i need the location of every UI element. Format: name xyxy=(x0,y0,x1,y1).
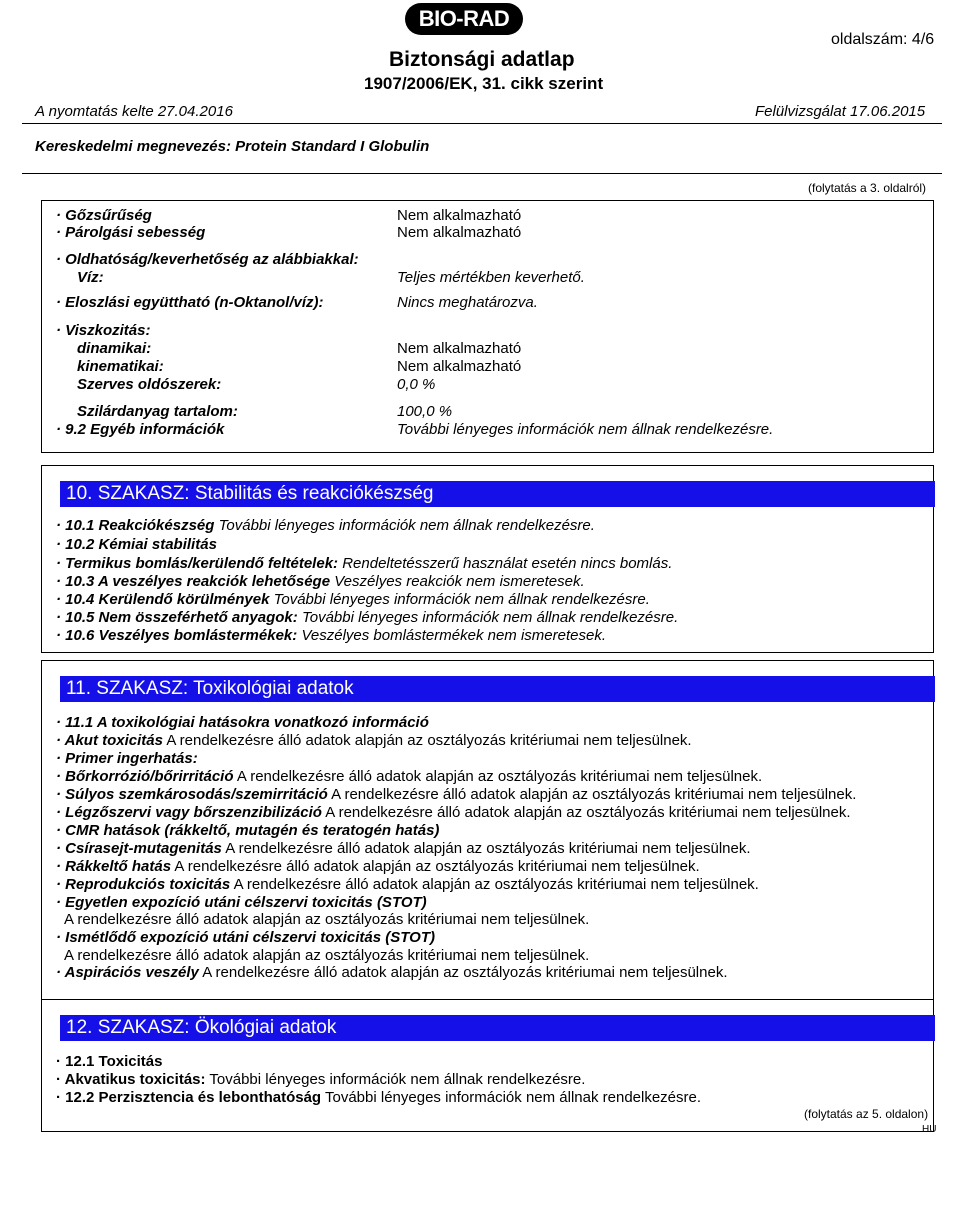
s10-line-1: · 10.1 Reakciókészség További lényeges információk nem állnak rendelkezésre. xyxy=(56,517,595,534)
other-info-value: További lényeges információk nem állnak rendelkezésre. xyxy=(397,421,774,438)
solvents-value: 0,0 % xyxy=(397,376,436,393)
evaporation-value: Nem alkalmazható xyxy=(397,224,522,241)
solvents-label: Szerves oldószerek: xyxy=(77,376,222,393)
s12-line-1: · 12.1 Toxicitás xyxy=(56,1053,163,1070)
trade-name: Kereskedelmi megnevezés: Protein Standard I Globulin xyxy=(35,138,430,155)
section-12-title: 12. SZAKASZ: Ökológiai adatok xyxy=(60,1015,935,1041)
s10-line-5: · 10.4 Kerülendő körülmények További lényeges információk nem állnak rendelkezésre. xyxy=(56,591,650,608)
s11-line-9: · Rákkeltő hatás A rendelkezésre álló adatok alapján az osztályozás kritériumai nem teljesülnek. xyxy=(56,858,700,875)
partition-value: Nincs meghatározva. xyxy=(397,294,538,311)
s12-line-3: · 12.2 Perzisztencia és lebonthatóság További lényeges információk nem állnak rendelkezésre. xyxy=(56,1089,702,1106)
s11-line-8: · Csírasejt-mutagenitás A rendelkezésre álló adatok alapján az osztályozás kritériumai nem teljesülnek. xyxy=(56,840,751,857)
vapour-density-value: Nem alkalmazható xyxy=(397,207,522,224)
section-10-title: 10. SZAKASZ: Stabilitás és reakciókészség xyxy=(60,481,935,507)
s11-line-1: · 11.1 A toxikológiai hatásokra vonatkozó információ xyxy=(56,714,429,731)
solubility-label: · Oldhatóság/keverhetőség az alábbiakkal: xyxy=(56,251,359,268)
document-title: Biztonsági adatlap xyxy=(389,48,575,71)
s12-line-2: · Akvatikus toxicitás: További lényeges információk nem állnak rendelkezésre. xyxy=(56,1071,586,1088)
solids-value: 100,0 % xyxy=(397,403,453,420)
s11-line-11: · Egyetlen expozíció utáni célszervi toxicitás (STOT) xyxy=(56,894,427,911)
s11-line-5: · Súlyos szemkárosodás/szemirritáció A rendelkezésre álló adatok alapján az osztályozás kritériumai nem teljesülnek. xyxy=(56,786,857,803)
document-subtitle: 1907/2006/EK, 31. cikk szerint xyxy=(364,74,604,93)
vapour-density-label: · Gőzsűrűség xyxy=(56,207,152,224)
section-11-title: 11. SZAKASZ: Toxikológiai adatok xyxy=(60,676,935,702)
partition-label: · Eloszlási együttható (n-Oktanol/víz): xyxy=(56,294,324,311)
s11-line-6: · Légzőszervi vagy bőrszenzibilizáció A rendelkezésre álló adatok alapján az osztályozás kritériumai nem teljesülnek. xyxy=(56,804,851,821)
page-number: oldalszám: 4/6 xyxy=(831,31,935,48)
s10-line-2: · 10.2 Kémiai stabilitás xyxy=(56,536,217,553)
other-info-label: · 9.2 Egyéb információk xyxy=(56,421,225,438)
s10-line-7: · 10.6 Veszélyes bomlástermékek: Veszélyes bomlástermékek nem ismeretesek. xyxy=(56,627,606,644)
evaporation-label: · Párolgási sebesség xyxy=(56,224,206,241)
s11-line-14: A rendelkezésre álló adatok alapján az osztályozás kritériumai nem teljesülnek. xyxy=(64,947,590,964)
revision-date: Felülvizsgálat 17.06.2015 xyxy=(755,103,926,120)
dynamic-value: Nem alkalmazható xyxy=(397,340,522,357)
s11-line-2: · Akut toxicitás A rendelkezésre álló adatok alapján az osztályozás kritériumai nem teljesülnek. xyxy=(56,732,692,749)
solids-label: Szilárdanyag tartalom: xyxy=(77,403,238,420)
s11-line-7: · CMR hatások (rákkeltő, mutagén és teratogén hatás) xyxy=(56,822,440,839)
s11-line-10: · Reprodukciós toxicitás A rendelkezésre álló adatok alapján az osztályozás kritériumai nem teljesülnek. xyxy=(56,876,759,893)
bio-rad-logo: BIO-RAD xyxy=(405,3,523,35)
language-code: HU xyxy=(922,1124,937,1135)
s11-line-3: · Primer ingerhatás: xyxy=(56,750,198,767)
dynamic-label: dinamikai: xyxy=(77,340,152,357)
header-rule-top xyxy=(22,123,942,124)
kinematic-value: Nem alkalmazható xyxy=(397,358,522,375)
s11-line-13: · Ismétlődő expozíció utáni célszervi toxicitás (STOT) xyxy=(56,929,435,946)
water-label: Víz: xyxy=(77,269,104,286)
s11-line-4: · Bőrkorrózió/bőrirritáció A rendelkezésre álló adatok alapján az osztályozás kritériumai nem teljesülnek. xyxy=(56,768,763,785)
s11-line-12: A rendelkezésre álló adatok alapján az osztályozás kritériumai nem teljesülnek. xyxy=(64,911,590,928)
s10-line-6: · 10.5 Nem összeférhető anyagok: További lényeges információk nem állnak rendelkezésre. xyxy=(56,609,679,626)
print-date: A nyomtatás kelte 27.04.2016 xyxy=(35,103,233,120)
s10-line-3: · Termikus bomlás/kerülendő feltételek: Rendeltetésszerű használat esetén nincs bomlás. xyxy=(56,555,673,572)
viscosity-label: · Viszkozitás: xyxy=(56,322,151,339)
s10-line-4: · 10.3 A veszélyes reakciók lehetősége Veszélyes reakciók nem ismeretesek. xyxy=(56,573,585,590)
s11-line-15: · Aspirációs veszély A rendelkezésre álló adatok alapján az osztályozás kritériumai nem teljesülnek. xyxy=(56,964,728,981)
continued-to-note: (folytatás az 5. oldalon) xyxy=(804,1107,929,1121)
kinematic-label: kinematikai: xyxy=(77,358,164,375)
water-value: Teljes mértékben keverhető. xyxy=(397,269,585,286)
continued-from-note: (folytatás a 3. oldalról) xyxy=(808,181,927,195)
header-rule-bottom xyxy=(22,173,942,174)
